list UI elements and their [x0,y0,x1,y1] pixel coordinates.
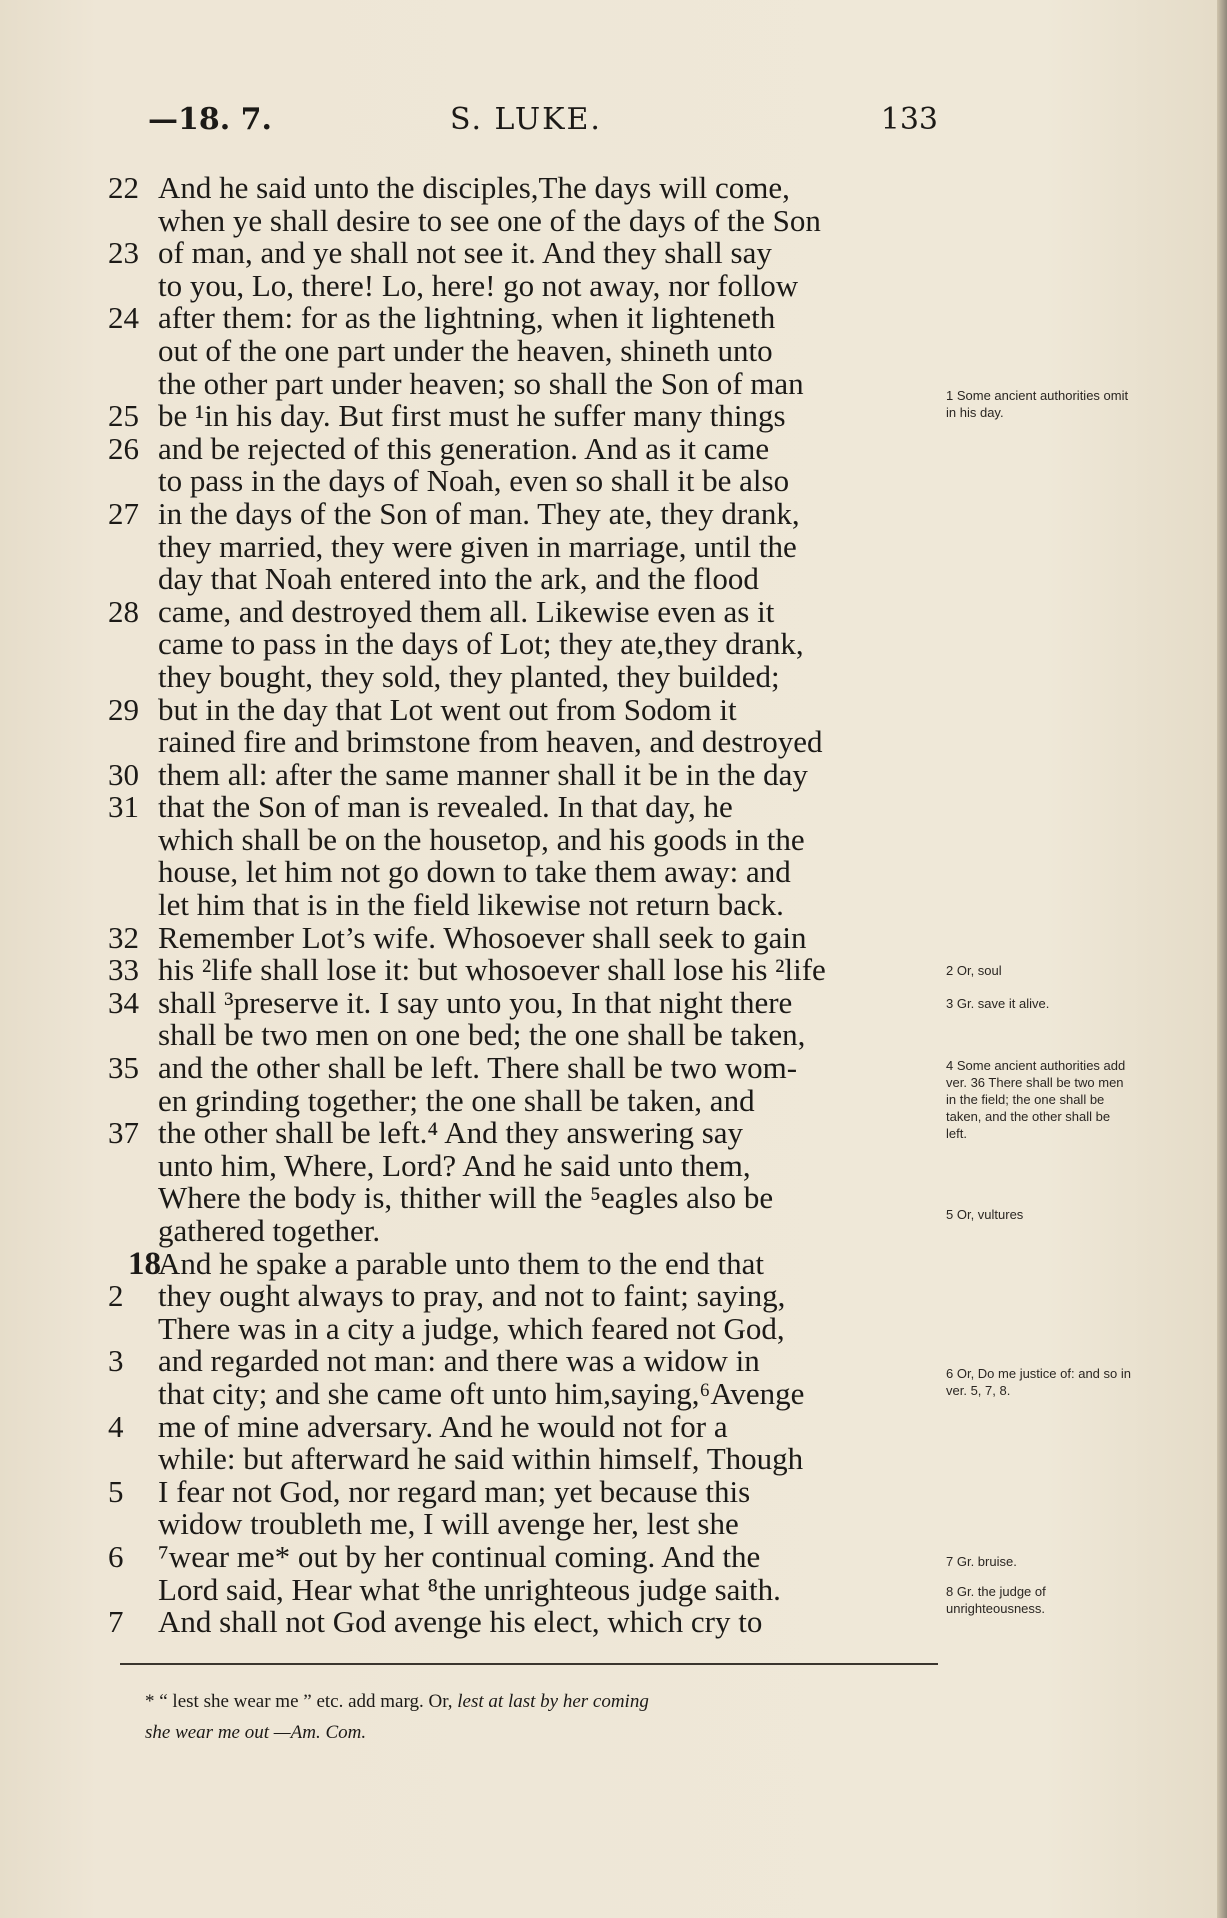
running-header [148,102,938,146]
verse-number: 23 [108,235,139,271]
verse-number: 26 [108,430,139,466]
margin-note-2: 2 Or, soul [946,963,1002,978]
text-line [108,856,938,889]
line-text: they ought always to pray, and not to faint; saying, [158,1278,786,1314]
text-line [108,495,938,531]
text-line [108,1182,938,1215]
text-line [108,563,938,596]
verse-number: 27 [108,495,139,531]
verse-number: 4 [108,1408,124,1444]
verse-number: 37 [108,1115,139,1151]
line-text: shall be two men on one bed; the one shall be taken, [158,1017,806,1053]
line-text: and be rejected of this generation. And as it came [158,430,770,466]
text-line [108,1408,938,1444]
footnote-rule [120,1663,938,1665]
text-line [108,1280,938,1313]
header-page-number: 133 [880,102,938,137]
verse-number: 2 [108,1278,124,1314]
line-text: en grinding together; the one shall be taken, and [158,1082,755,1118]
line-text: There was in a city a judge, which feared not God, [158,1310,785,1346]
text-line [108,528,938,564]
text-line [108,302,938,335]
verse-number: 33 [108,952,139,988]
text-line [108,1310,938,1346]
line-text: to pass in the days of Noah, even so shall it be also [158,463,790,499]
text-line [108,889,938,922]
verse-number: 34 [108,984,139,1020]
text-line [108,1571,938,1607]
text-line [108,821,938,857]
margin-note-5: 5 Or, vultures [946,1207,1024,1222]
line-text: to you, Lo, there! Lo, here! go not away, nor follow [158,267,799,303]
line-text: Where the body is, thither will the ⁵eagles also be [158,1180,774,1216]
margin-note-1: 1 Some ancient authorities omit in his day. [946,388,1129,420]
verse-number: 35 [108,1050,139,1086]
line-text: after them: for as the lightning, when it lighteneth [158,300,776,336]
line-text: I fear not God, nor regard man; yet because this [158,1473,751,1509]
footnote-line1-plain: * “ lest she wear me ” etc. add marg. Or, [145,1691,458,1712]
text-line [108,593,938,629]
line-text: rained fire and brimstone from heaven, and destroyed [158,724,823,760]
line-text: out of the one part under the heaven, shineth unto [158,332,773,368]
scripture-text [108,172,938,1639]
line-text: and regarded not man: and there was a widow in [158,1343,760,1379]
text-line [108,1082,938,1118]
text-line [108,1117,938,1150]
text-line [108,628,938,661]
text-line [108,984,938,1020]
text-line [108,172,938,205]
text-line [108,1375,938,1411]
chapter-number: 18 [128,1245,161,1282]
text-line [108,1538,938,1574]
line-text: them all: after the same manner shall it be in the day [158,756,808,792]
margin-note-4: 4 Some ancient authorities add ver. 36 There shall be two men in the field; the one shall be taken, and the other shall be left. [946,1058,1126,1141]
line-text: but in the day that Lot went out from Sodom it [158,691,737,727]
text-line [108,1019,938,1052]
line-text: in the days of the Son of man. They ate, they drank, [158,495,800,531]
line-text: the other part under heaven; so shall the Son of man [158,365,804,401]
verse-number: 31 [108,789,139,825]
text-line [108,756,938,792]
line-text: came, and destroyed them all. Likewise even as it [158,593,775,629]
line-text: let him that is in the field likewise not return back. [158,887,784,923]
line-text: his ²life shall lose it: but whosoever shall lose his ²life [158,952,826,988]
line-text: they married, they were given in marriage, until the [158,528,797,564]
text-line [108,1345,938,1378]
header-book-title: S. LUKE. [450,102,602,137]
margin-note-6: 6 Or, Do me justice of: and so in ver. 5, 7, 8. [946,1366,1131,1398]
text-line [108,465,938,498]
line-text: of man, and ye shall not see it. And they shall say [158,235,772,271]
text-line [108,954,938,987]
verse-number: 22 [108,170,139,205]
text-line [108,1443,938,1476]
text-line [108,691,938,727]
line-text: And he said unto the disciples,The days will come, [158,170,790,205]
line-text: And shall not God avenge his elect, which cry to [158,1604,763,1640]
verse-number: 7 [108,1604,124,1640]
text-line [108,1052,938,1085]
line-text: unto him, Where, Lord? And he said unto them, [158,1147,751,1183]
text-line [108,267,938,303]
text-line [108,919,938,955]
line-text: and the other shall be left. There shall be two wom- [158,1050,798,1086]
margin-note-8: 8 Gr. the judge of unrighteousness. [946,1584,1046,1616]
verse-number: 3 [108,1343,124,1379]
line-text: came to pass in the days of Lot; they ate,they drank, [158,626,804,662]
verse-number: 6 [108,1538,124,1574]
text-line [108,1245,938,1282]
line-text: shall ³preserve it. I say unto you, In that night there [158,984,793,1020]
text-line [108,1606,938,1639]
line-text: Lord said, Hear what ⁸the unrighteous judge saith. [158,1571,781,1607]
line-text: be ¹in his day. But first must he suffer many things [158,398,786,434]
margin-note-7: 7 Gr. bruise. [946,1554,1017,1569]
text-line [108,658,938,694]
line-text: that city; and she came oft unto him,saying,⁶Avenge [158,1375,805,1411]
verse-number: 25 [108,398,139,434]
text-line [108,1473,938,1509]
text-line [108,1508,938,1541]
line-text: which shall be on the housetop, and his goods in the [158,821,805,857]
line-text: while: but afterward he said within himself, Though [158,1441,804,1477]
text-line [108,202,938,238]
text-line [108,400,938,433]
line-text: Remember Lot’s wife. Whosoever shall seek to gain [158,919,807,955]
line-text: widow troubleth me, I will avenge her, lest she [158,1506,739,1542]
line-text: gathered together. [158,1213,381,1248]
footnote-line2-italic: she wear me out —Am. Com. [145,1722,367,1743]
line-text: that the Son of man is revealed. In that day, he [158,789,733,825]
line-text: And he spake a parable unto them to the end that [158,1245,765,1281]
header-reference: —18. 7. [148,102,272,137]
text-line [108,430,938,466]
footnote-line1-italic: lest at last by her coming [457,1691,649,1712]
line-text: day that Noah entered into the ark, and the flood [158,561,759,597]
text-line [108,726,938,759]
line-text: when ye shall desire to see one of the days of the Son [158,202,821,238]
line-text: the other shall be left.⁴ And they answering say [158,1115,744,1151]
footnote [145,1686,945,1748]
line-text: they bought, they sold, they planted, they builded; [158,658,780,694]
text-line [108,791,938,824]
verse-number: 5 [108,1473,124,1509]
verse-number: 28 [108,593,139,629]
page-edge [1217,0,1227,1918]
verse-number: 30 [108,756,139,792]
text-line [108,332,938,368]
text-line [108,365,938,401]
text-line [108,237,938,270]
line-text: house, let him not go down to take them away: and [158,854,791,890]
line-text: me of mine adversary. And he would not for a [158,1408,728,1444]
text-line [108,1147,938,1183]
verse-number: 29 [108,691,139,727]
verse-number: 24 [108,300,139,336]
verse-number: 32 [108,919,139,955]
line-text: ⁷wear me* out by her continual coming. And the [158,1538,761,1574]
text-line [108,1215,938,1248]
margin-note-3: 3 Gr. save it alive. [946,996,1050,1011]
